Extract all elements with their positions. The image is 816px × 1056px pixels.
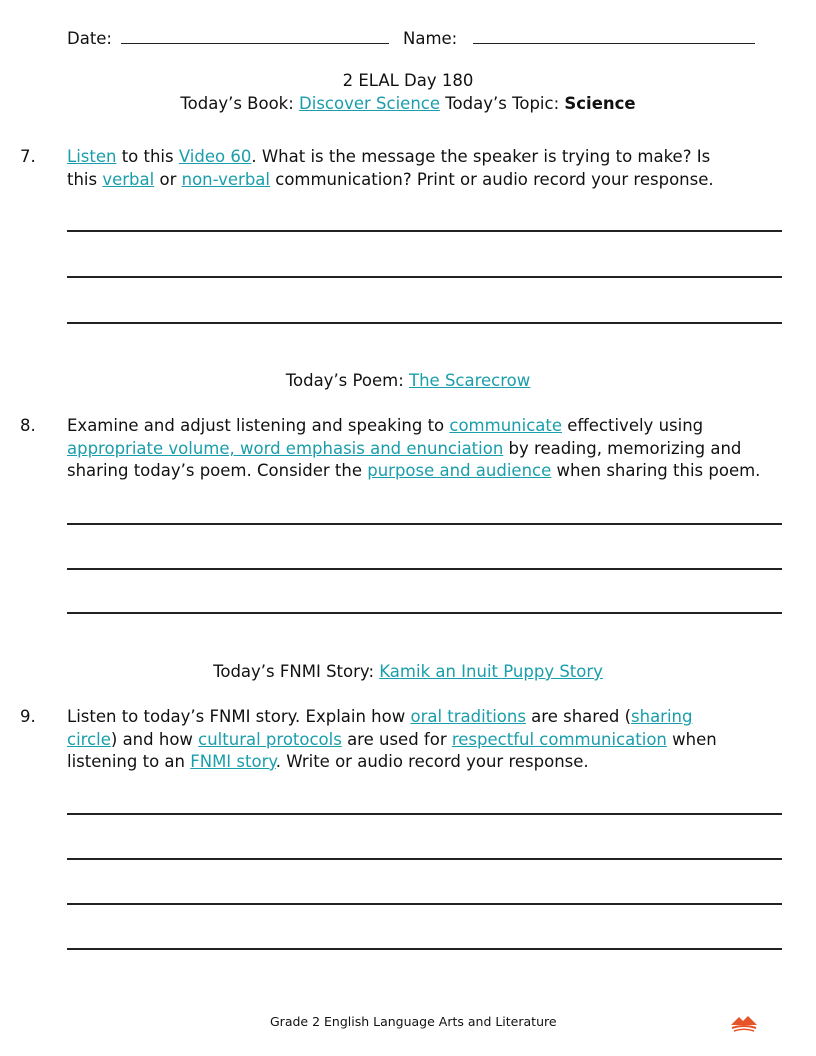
communicate-link[interactable]: communicate: [449, 416, 563, 435]
name-blank[interactable]: [473, 26, 755, 44]
question-9-number: 9.: [20, 707, 36, 726]
book-label: Today’s Book:: [180, 94, 294, 113]
q9-text: Listen to today’s FNMI story. Explain how: [67, 707, 411, 726]
listen-link[interactable]: Listen: [67, 147, 117, 166]
poem-line: [0, 370, 816, 393]
answer-line[interactable]: [67, 568, 782, 570]
question-9-line-2: [67, 729, 717, 752]
non-verbal-link[interactable]: non-verbal: [181, 170, 270, 189]
fnmi-story-link-2[interactable]: FNMI story: [190, 752, 276, 771]
answer-line[interactable]: [67, 230, 782, 232]
question-8-line-2: [67, 438, 741, 461]
answer-line[interactable]: [67, 322, 782, 324]
question-7-number: 7.: [20, 147, 36, 166]
cultural-protocols-link[interactable]: cultural protocols: [198, 730, 342, 749]
question-7-line-1: [67, 146, 710, 169]
answer-line[interactable]: [67, 523, 782, 525]
q8-text: by reading, memorizing and: [503, 439, 742, 458]
poem-link[interactable]: The Scarecrow: [409, 371, 531, 390]
q7-text: to this: [116, 147, 179, 166]
question-7-line-2: [67, 169, 714, 192]
name-row: [403, 26, 755, 51]
date-row: [67, 26, 389, 51]
question-9-line-1: [67, 706, 692, 729]
topic-label: Today’s Topic:: [445, 94, 560, 113]
volume-emphasis-link[interactable]: appropriate volume, word emphasis and enunciation: [67, 439, 504, 458]
fnmi-story-line: [0, 661, 816, 684]
answer-line[interactable]: [67, 858, 782, 860]
answer-line[interactable]: [67, 276, 782, 278]
mountain-logo-icon: [729, 1013, 759, 1033]
q7-text: or: [154, 170, 182, 189]
q9-text: . Write or audio record your response.: [275, 752, 589, 771]
question-8-line-1: [67, 415, 703, 438]
date-label: Date:: [67, 29, 112, 48]
q9-text: are used for: [341, 730, 452, 749]
book-topic-line: [0, 93, 816, 116]
verbal-link[interactable]: verbal: [102, 170, 155, 189]
question-8-number: 8.: [20, 416, 36, 435]
name-label: Name:: [403, 29, 458, 48]
question-8-line-3: [67, 460, 760, 483]
q9-text: are shared (: [525, 707, 632, 726]
q7-text: . What is the message the speaker is trying to make? Is: [251, 147, 711, 166]
q9-text: listening to an: [67, 752, 191, 771]
answer-line[interactable]: [67, 903, 782, 905]
poem-label: Today’s Poem:: [285, 371, 410, 390]
oral-traditions-link[interactable]: oral traditions: [410, 707, 526, 726]
q9-text: ) and how: [110, 730, 199, 749]
footer-text: Grade 2 English Language Arts and Literature: [270, 1014, 557, 1029]
q8-text: Examine and adjust listening and speaking to: [67, 416, 450, 435]
topic-value: Science: [564, 94, 636, 113]
video-60-link[interactable]: Video 60: [178, 147, 252, 166]
q8-text: when sharing this poem.: [551, 461, 761, 480]
answer-line[interactable]: [67, 813, 782, 815]
date-blank[interactable]: [121, 26, 389, 44]
question-9-line-3: [67, 751, 589, 774]
answer-line[interactable]: [67, 612, 782, 614]
fnmi-label: Today’s FNMI Story:: [213, 662, 380, 681]
q8-text: effectively using: [562, 416, 704, 435]
book-link[interactable]: Discover Science: [299, 94, 441, 113]
page-title: 2 ELAL Day 180: [342, 71, 474, 90]
q8-text: sharing today’s poem. Consider the: [67, 461, 368, 480]
fnmi-story-link[interactable]: Kamik an Inuit Puppy Story: [379, 662, 603, 681]
q7-text: this: [67, 170, 103, 189]
respectful-communication-link[interactable]: respectful communication: [451, 730, 667, 749]
q9-text: when: [666, 730, 717, 749]
purpose-audience-link[interactable]: purpose and audience: [367, 461, 552, 480]
sharing-circle-link[interactable]: sharing: [631, 707, 693, 726]
answer-line[interactable]: [67, 948, 782, 950]
sharing-circle-link-cont[interactable]: circle: [67, 730, 111, 749]
q7-text: communication? Print or audio record your response.: [270, 170, 714, 189]
